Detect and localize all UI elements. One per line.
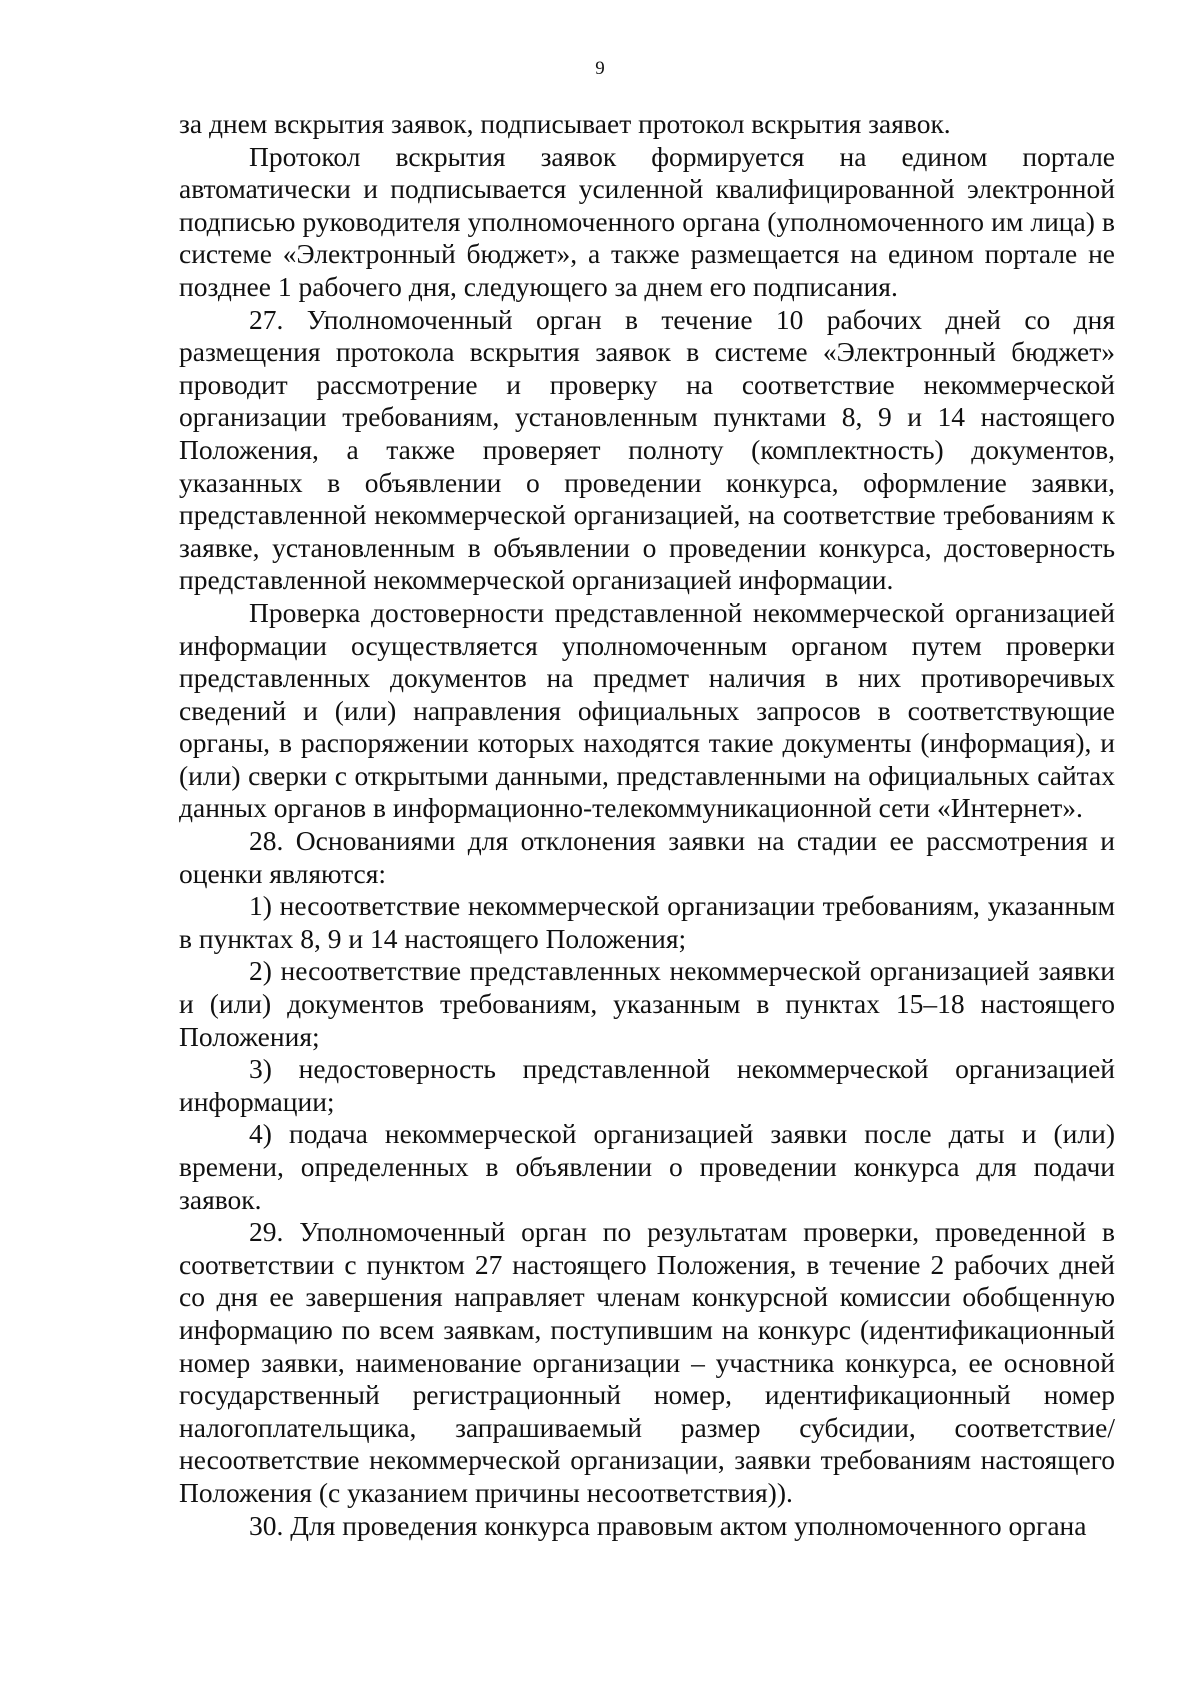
document-body [179,108,1115,1542]
paragraph-27: 27. Уполномоченный орган в течение 10 рабочих дней со дня размещения протокола вскрытия заявок в системе «Электронный бюджет» проводит рассмотрение и проверку на соответствие некоммерческой организации требованиям, установленным пунктами 8, 9 и 14 настоящего Положения, а также проверяет полноту (комплектность) документов, указанных в объявлении о проведении конкурса, оформление заявки, представленной некоммерческой организацией, на соответствие требованиям к заявке, установленным в объявлении о проведении конкурса, достоверность представленной некоммерческой организацией информации. [179,303,1115,596]
list-item-1: 1) несоответствие некоммерческой организации требованиям, указанным в пунктах 8, 9 и 14 настоящего Положения; [179,890,1115,954]
paragraph-protocol: Протокол вскрытия заявок формируется на едином портале автоматически и подписывается усиленной квалифицированной электронной подписью руководителя уполномоченного органа (уполномоченного им лица) в системе «Электронный бюджет», а также размещается на едином портале не позднее 1 рабочего дня, следующего за днем его подписания. [179,140,1115,302]
paragraph-28: 28. Основаниями для отклонения заявки на стадии ее рассмотрения и оценки являются: [179,825,1115,889]
page-number: 9 [595,58,605,79]
list-item-4: 4) подача некоммерческой организацией заявки после даты и (или) времени, определенных в объявлении о проведении конкурса для подачи заявок. [179,1118,1115,1215]
paragraph-30: 30. Для проведения конкурса правовым актом уполномоченного органа [249,1509,1087,1541]
list-item-2: 2) несоответствие представленных некоммерческой организацией заявки и (или) документов требованиям, указанным в пунктах 15–18 настоящего Положения; [179,955,1115,1052]
list-item-3: 3) недостоверность представленной некоммерческой организацией информации; [179,1053,1115,1117]
paragraph-verification: Проверка достоверности представленной некоммерческой организацией информации осуществляется уполномоченным органом путем проверки представленных документов на предмет наличия в них противоречивых сведений и (или) направления официальных запросов в соответствующие органы, в распоряжении которых находятся такие документы (информация), и (или) сверки с открытыми данными, представленными на официальных сайтах данных органов в информационно-телекоммуникационной сети «Интернет». [179,596,1115,824]
paragraph-continuation: за днем вскрытия заявок, подписывает протокол вскрытия заявок. [179,108,951,139]
paragraph-29: 29. Уполномоченный орган по результатам проверки, проведенной в соответствии с пунктом 27 настоящего Положения, в течение 2 рабочих дней со дня ее завершения направляет членам конкурсной комиссии обобщенную информацию по всем заявкам, поступившим на конкурс (идентификационный номер заявки, наименование организации – участника конкурса, ее основной государственный регистрационный номер, идентификационный номер налогоплательщика, запрашиваемый размер субсидии, соответствие/ несоответствие некоммерческой организации, заявки требованиям настоящего Положения (с указанием причины несоответствия)). [179,1216,1115,1508]
